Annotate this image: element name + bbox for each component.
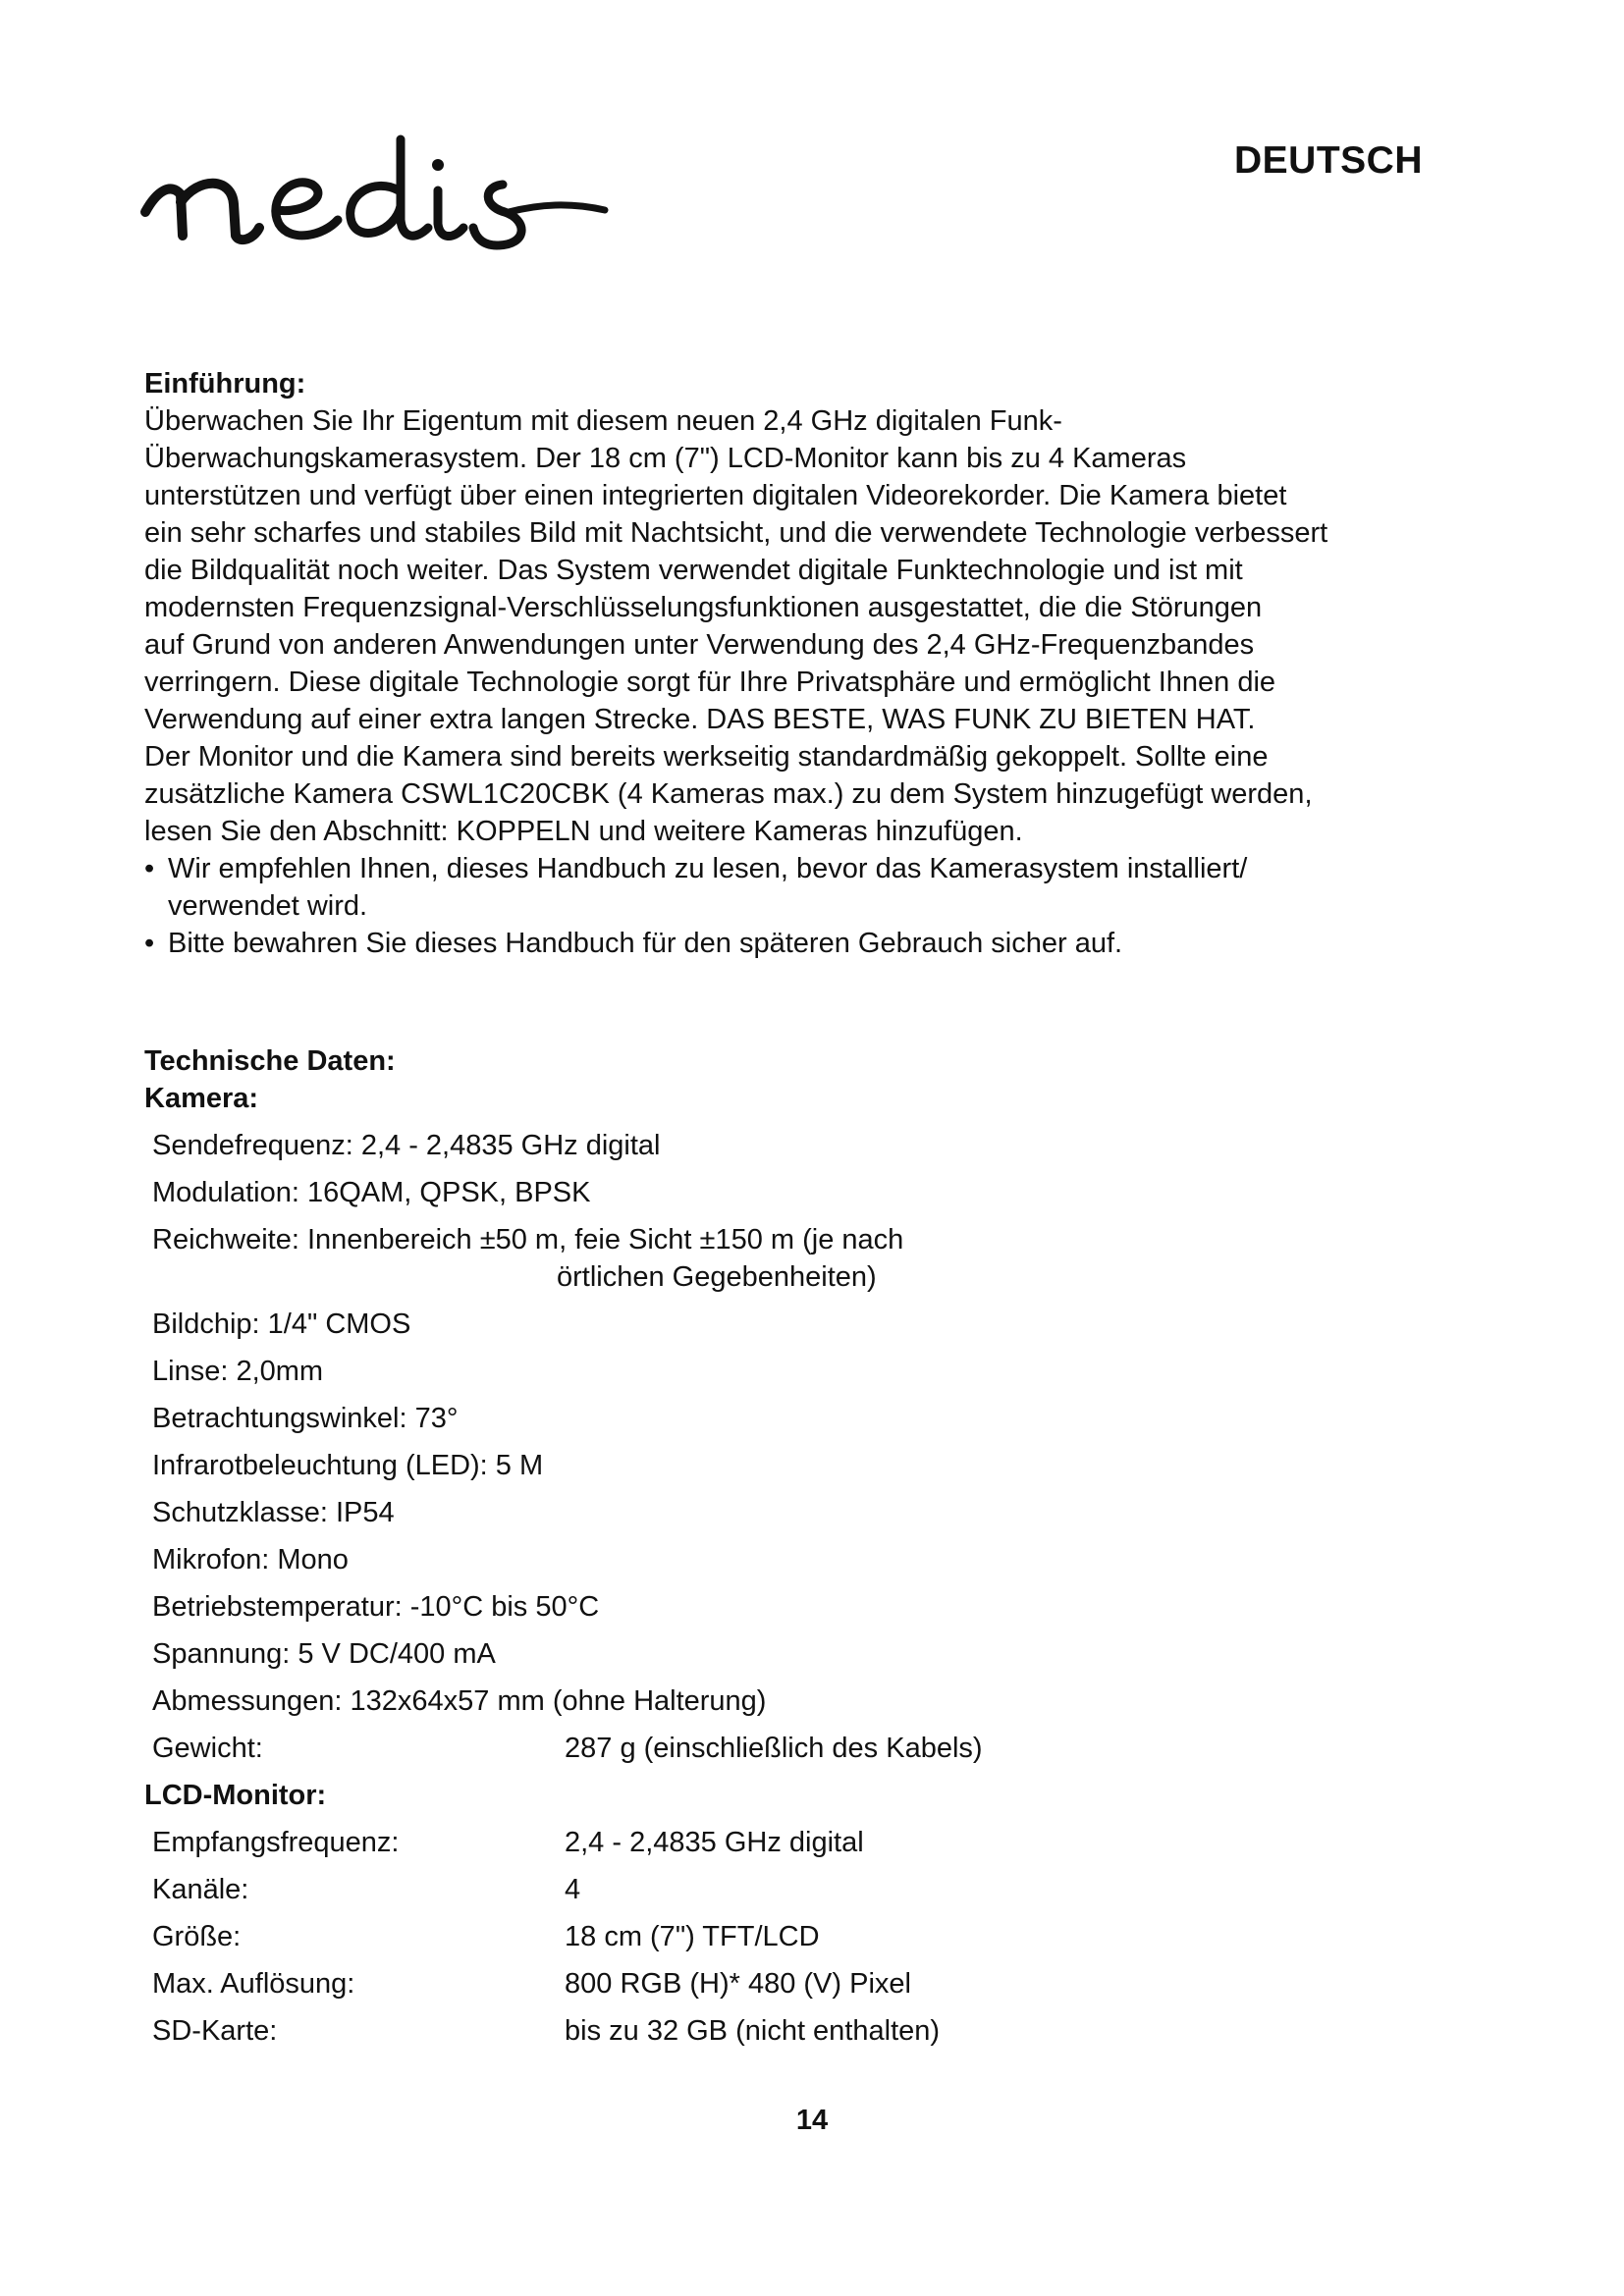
spec-value: 800 RGB (H)* 480 (V) Pixel <box>565 1968 911 2000</box>
intro-line: zusätzliche Kamera CSWL1C20CBK (4 Kameras max.) zu dem System hinzugefügt werden, <box>144 778 1313 810</box>
bullet-text: • Wir empfehlen Ihnen, dieses Handbuch zu lesen, bevor das Kamerasystem installiert/ <box>168 853 1248 884</box>
bullet-item <box>144 925 1421 962</box>
spec-row <box>144 2012 1421 2050</box>
intro-line: lesen Sie den Abschnitt: KOPPELN und weitere Kameras hinzufügen. <box>144 816 1023 847</box>
spec-row <box>144 1824 1421 1861</box>
intro-line: ein sehr scharfes und stabiles Bild mit Nachtsicht, und die verwendete Technologie verbessert <box>144 517 1328 549</box>
spec-item: Bildchip: 1/4" CMOS <box>152 1308 411 1340</box>
intro-line: modernsten Frequenzsignal-Verschlüsselungsfunktionen ausgestattet, die die Störungen <box>144 592 1263 623</box>
intro-line: unterstützen und verfügt über einen integrierten digitalen Videorekorder. Die Kamera bietet <box>144 480 1287 511</box>
intro-line: Der Monitor und die Kamera sind bereits werkseitig standardmäßig gekoppelt. Sollte eine <box>144 741 1269 773</box>
spec-row <box>144 1871 1421 1908</box>
document-body <box>144 365 1421 2050</box>
spec-label: Max. Auflösung: <box>152 1968 355 2000</box>
spec-row-weight <box>144 1730 1421 1767</box>
monitor-heading: LCD-Monitor: <box>144 1780 327 1811</box>
intro-line: die Bildqualität noch weiter. Das System verwendet digitale Funktechnologie und ist mit <box>144 555 1243 586</box>
spec-row <box>144 1965 1421 2002</box>
intro-line: Überwachungskamerasystem. Der 18 cm (7") LCD-Monitor kann bis zu 4 Kameras <box>144 443 1187 474</box>
spec-item-continuation: örtlichen Gegebenheiten) <box>557 1261 877 1293</box>
spec-value: 4 <box>565 1874 581 1905</box>
spec-label: Größe: <box>152 1921 242 1952</box>
spec-item: Reichweite: Innenbereich ±50 m, feie Sicht ±150 m (je nach <box>152 1224 904 1255</box>
spec-item: Sendefrequenz: 2,4 - 2,4835 GHz digital <box>152 1130 661 1161</box>
intro-bullet-list <box>144 850 1421 962</box>
intro-line: verringern. Diese digitale Technologie sorgt für Ihre Privatsphäre und ermöglicht Ihnen die <box>144 667 1276 698</box>
spec-item: Betrachtungswinkel: 73° <box>152 1403 459 1434</box>
intro-line: Überwachen Sie Ihr Eigentum mit diesem neuen 2,4 GHz digitalen Funk- <box>144 405 1062 437</box>
spec-item: Spannung: 5 V DC/400 mA <box>152 1638 496 1670</box>
intro-heading: Einführung: <box>144 368 306 400</box>
spec-item: Betriebstemperatur: -10°C bis 50°C <box>152 1591 600 1623</box>
spec-value: 2,4 - 2,4835 GHz digital <box>565 1827 864 1858</box>
spec-item: Infrarotbeleuchtung (LED): 5 M <box>152 1450 544 1481</box>
nedis-logo <box>137 126 628 263</box>
spec-row <box>144 1918 1421 1955</box>
intro-line: Verwendung auf einer extra langen Strecke. DAS BESTE, WAS FUNK ZU BIETEN HAT. <box>144 704 1256 735</box>
spec-label: SD-Karte: <box>152 2015 278 2047</box>
language-label: DEUTSCH <box>1233 139 1423 182</box>
specs-heading: Technische Daten: <box>144 1045 396 1077</box>
spec-label: Kanäle: <box>152 1874 249 1905</box>
camera-specs <box>144 1127 1421 1767</box>
monitor-specs <box>144 1824 1421 2050</box>
bullet-item <box>144 850 1421 925</box>
spec-value: 287 g (einschließlich des Kabels) <box>565 1733 983 1764</box>
spec-item: Linse: 2,0mm <box>152 1356 324 1387</box>
page-number: 14 <box>795 2105 829 2136</box>
spec-label: Gewicht: <box>152 1733 263 1764</box>
intro-line: auf Grund von anderen Anwendungen unter Verwendung des 2,4 GHz-Frequenzbandes <box>144 629 1255 661</box>
spec-item: Mikrofon: Mono <box>152 1544 349 1575</box>
spec-item: Abmessungen: 132x64x57 mm (ohne Halterung) <box>152 1685 767 1717</box>
spec-item: Schutzklasse: IP54 <box>152 1497 395 1528</box>
bullet-text: verwendet wird. <box>168 890 368 922</box>
intro-paragraph <box>144 402 1421 850</box>
spec-value: bis zu 32 GB (nicht enthalten) <box>565 2015 941 2047</box>
camera-heading: Kamera: <box>144 1083 259 1114</box>
spec-label: Empfangsfrequenz: <box>152 1827 400 1858</box>
spec-item: Modulation: 16QAM, QPSK, BPSK <box>152 1177 591 1208</box>
spec-value: 18 cm (7") TFT/LCD <box>565 1921 820 1952</box>
bullet-text: • Bitte bewahren Sie dieses Handbuch für den späteren Gebrauch sicher auf. <box>168 928 1123 959</box>
